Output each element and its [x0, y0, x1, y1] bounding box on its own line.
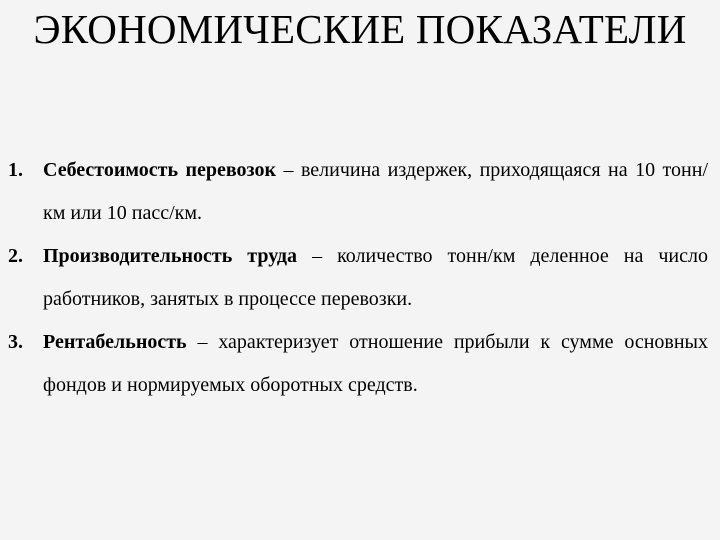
- item-number: 1.: [8, 159, 23, 181]
- item-definition: – характеризует отношение прибыли к сумме основных фондов и нормируемых оборотных средств.: [43, 331, 708, 396]
- item-term: Производительность труда: [43, 245, 298, 267]
- list-item: [8, 235, 708, 321]
- item-term: Себестоимость перевозок: [43, 159, 276, 181]
- slide-title: ЭКОНОМИЧЕСКИЕ ПОКАЗАТЕЛИ: [33, 6, 687, 52]
- list-item: [8, 321, 708, 407]
- item-definition: – количество тонн/км деленное на число работников, занятых в процессе перевозки.: [43, 245, 708, 310]
- list-item: [8, 149, 708, 235]
- item-term: Рентабельность: [43, 331, 187, 353]
- item-number: 2.: [8, 245, 23, 267]
- item-definition: – величина издержек, приходящаяся на 10 тонн/км или 10 пасс/км.: [43, 159, 708, 224]
- item-number: 3.: [8, 331, 23, 353]
- indicator-list: [8, 149, 708, 407]
